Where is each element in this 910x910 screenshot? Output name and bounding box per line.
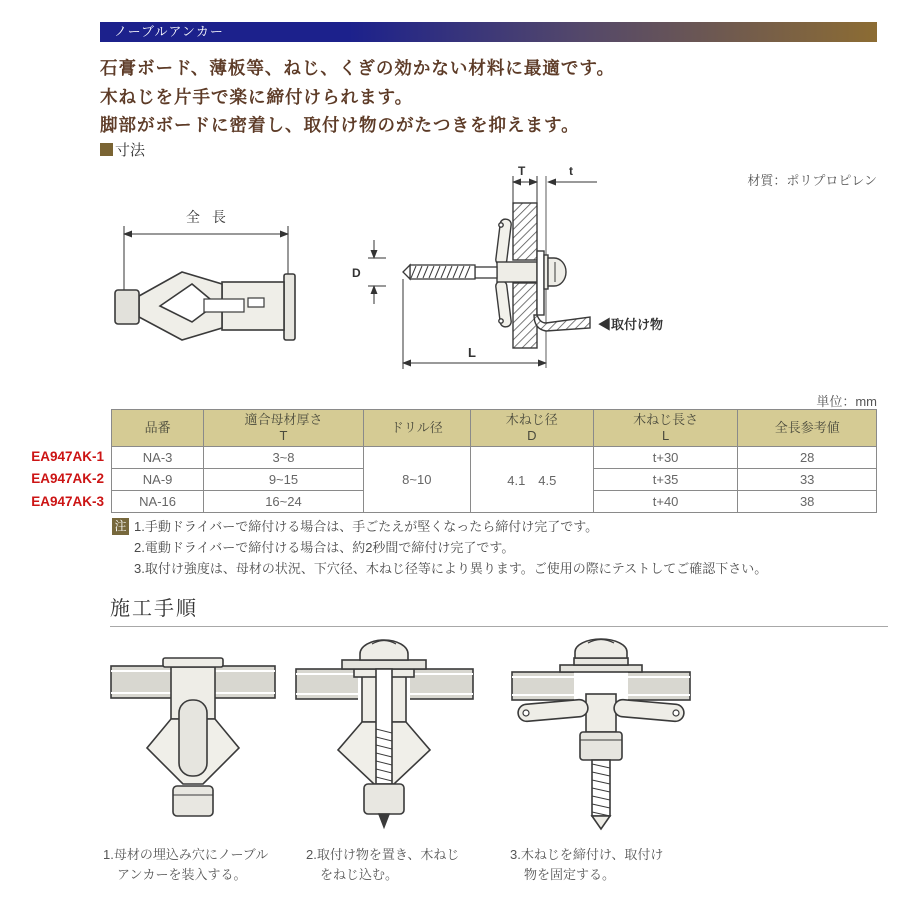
cell-drill: 8~10 — [363, 447, 470, 513]
procedure-heading: 施工手順 — [110, 598, 198, 620]
procedure-step1-illustration — [103, 648, 283, 833]
step2-caption: 2.取付け物を置き、木ねじをねじ込む。 — [306, 847, 460, 882]
notes-block — [112, 516, 767, 579]
unit-note: 単位：mm — [816, 394, 877, 409]
square-bullet-icon — [100, 143, 113, 156]
part-number-link[interactable]: EA947AK-3 — [31, 493, 104, 509]
wood-screw-drawing — [403, 265, 497, 279]
note-item: 3.取付け強度は、母材の状況、下穴径、木ねじ径等により異ります。ご使用の際にテストしてご確認下さい。 — [134, 561, 768, 576]
col-header-thickness: 適合母材厚さ T — [204, 410, 364, 447]
cell-model: NA-3 — [112, 447, 204, 469]
step1-caption: 1.母材の埋込み穴にノーブルアンカーを装入する。 — [103, 847, 269, 882]
spec-table — [111, 409, 877, 513]
anchor-side-view-diagram — [102, 198, 352, 358]
note-item: 2.電動ドライバーで締付ける場合は、約2秒間で締付け完了です。 — [134, 540, 515, 555]
attachment-label: ◀取付け物 — [598, 317, 664, 332]
anchor-body-drawing — [115, 272, 295, 340]
table-header-row — [112, 410, 877, 447]
part-number-link[interactable]: EA947AK-1 — [31, 449, 104, 464]
material-note: 材質：ポリプロピレン — [747, 173, 877, 188]
description-line: 木ねじを片手で楽に締付けられます。 — [100, 86, 414, 107]
note-items — [134, 516, 767, 579]
part-number-column — [0, 446, 104, 513]
dim-D-label: D — [352, 266, 361, 280]
procedure-step3-illustration — [504, 632, 699, 837]
table-row — [112, 447, 877, 469]
dim-L-label: L — [468, 345, 476, 360]
product-description — [100, 54, 615, 140]
note-item: 1.手動ドライバーで締付ける場合は、手ごたえが堅くなったら締付け完了です。 — [134, 519, 599, 534]
description-line: 脚部がボードに密着し、取付け物のがたつきを抑えます。 — [100, 115, 580, 135]
dim-t-label: t — [569, 164, 573, 178]
cell-total-length: 28 — [738, 447, 877, 469]
cell-total-length: 33 — [738, 469, 877, 491]
procedure-step2-illustration — [292, 632, 477, 837]
col-header-screw-diameter: 木ねじ径 D — [470, 410, 593, 447]
cell-screw-length: t+30 — [593, 447, 738, 469]
cell-total-length: 38 — [738, 491, 877, 513]
cell-screw-diameter: 4.1 4.5 — [470, 447, 593, 513]
cell-screw-length: t+40 — [593, 491, 738, 513]
screw-head-drawing — [544, 255, 566, 289]
cell-screw-length: t+35 — [593, 469, 738, 491]
cell-thickness: 9~15 — [204, 469, 364, 491]
dimensions-section-heading — [100, 139, 145, 160]
col-header-total-length: 全長参考値 — [738, 410, 877, 447]
dimensions-heading-label: 寸法 — [115, 142, 146, 159]
cell-thickness: 3~8 — [204, 447, 364, 469]
col-header-drill: ドリル径 — [363, 410, 470, 447]
horizontal-divider — [110, 626, 888, 627]
cell-model: NA-9 — [112, 469, 204, 491]
page-title: ノーブルアンカー — [114, 24, 224, 39]
col-header-screw-length: 木ねじ長さ L — [593, 410, 738, 447]
step3-caption: 3.木ねじを締付け、取付け物を固定する。 — [510, 847, 664, 882]
part-number-link[interactable]: EA947AK-2 — [31, 471, 104, 487]
cell-thickness: 16~24 — [204, 491, 364, 513]
dim-T-label: T — [518, 164, 526, 178]
total-length-label: 全 長 — [186, 209, 230, 225]
col-header-model: 品番 — [112, 410, 204, 447]
installation-cross-section-diagram — [350, 163, 685, 395]
page-title-bar — [100, 22, 877, 42]
cell-model: NA-16 — [112, 491, 204, 513]
note-badge: 注 — [112, 518, 129, 535]
description-line: 石膏ボード、薄板等、ねじ、くぎの効かない材料に最適です。 — [100, 58, 616, 78]
